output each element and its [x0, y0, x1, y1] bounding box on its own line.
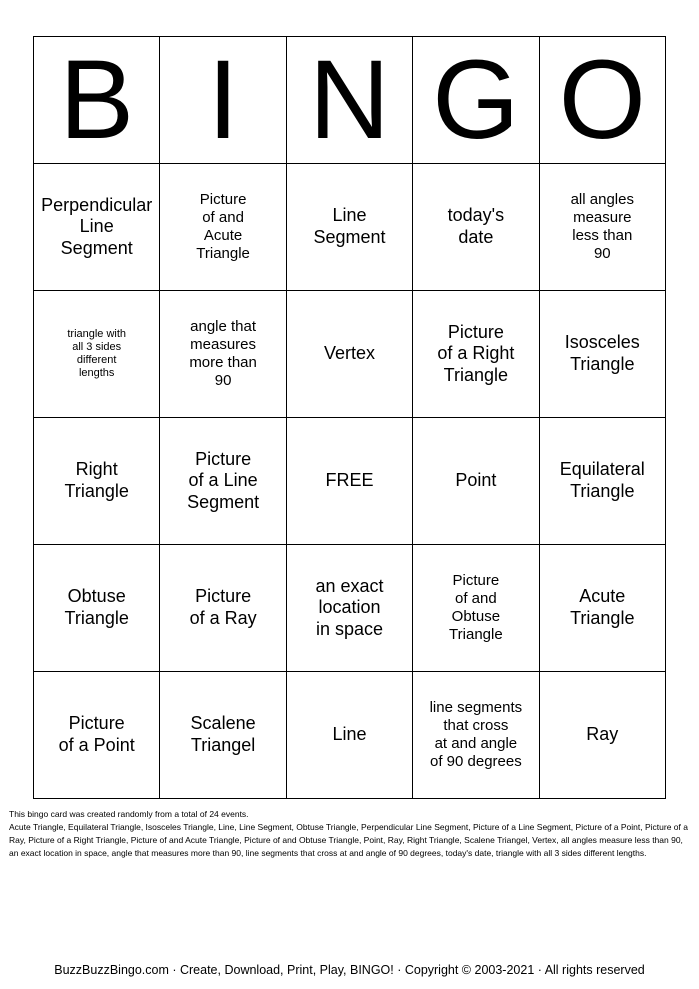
header-letter-i: I: [160, 37, 286, 164]
free-space-cell: FREE: [286, 418, 412, 545]
bingo-cell: Acute Triangle: [539, 545, 665, 672]
bingo-cell: Point: [413, 418, 539, 545]
bingo-cell: today's date: [413, 164, 539, 291]
bingo-cell: Scalene Triangel: [160, 672, 286, 799]
bingo-cell: Right Triangle: [34, 418, 160, 545]
bingo-cell: Ray: [539, 672, 665, 799]
bingo-cell: Picture of a Point: [34, 672, 160, 799]
bingo-row: [34, 672, 666, 799]
card-notes-event-list: Acute Triangle, Equilateral Triangle, Isosceles Triangle, Line, Line Segment, Obtuse Triangle, Perpendicular Line Segment, Picture of a Line Segment, Picture of a Point, Picture of a Ray, Picture of a Right Triangle, Picture of and Acute Triangle, Picture of and Obtuse Triangle, Point, Ray, Right Triangle, Scalene Triangel, Vertex, all angles measure less than 90, an exact location in space, angle that measures more than 90, line segments that cross at and angle of 90 degrees, today's date, triangle with all 3 sides different lengths.: [9, 822, 688, 858]
bingo-row: [34, 164, 666, 291]
header-letter-b: B: [34, 37, 160, 164]
header-letter-o: O: [539, 37, 665, 164]
bingo-cell: Equilateral Triangle: [539, 418, 665, 545]
bingo-cell: line segments that cross at and angle of 90 degrees: [413, 672, 539, 799]
bingo-row: [34, 545, 666, 672]
page-footer: BuzzBuzzBingo.com · Create, Download, Print, Play, BINGO! · Copyright © 2003-2021 · All rights reserved: [54, 963, 645, 977]
bingo-cell: angle that measures more than 90: [160, 291, 286, 418]
bingo-cell: Picture of a Ray: [160, 545, 286, 672]
bingo-cell: Line: [286, 672, 412, 799]
bingo-cell: triangle with all 3 sides different lengths: [34, 291, 160, 418]
bingo-cell: Vertex: [286, 291, 412, 418]
bingo-cell: Picture of and Acute Triangle: [160, 164, 286, 291]
bingo-cell: Perpendicular Line Segment: [34, 164, 160, 291]
header-letter-n: N: [286, 37, 412, 164]
bingo-cell: Obtuse Triangle: [34, 545, 160, 672]
bingo-cell: Line Segment: [286, 164, 412, 291]
bingo-row: [34, 418, 666, 545]
header-letter-g: G: [413, 37, 539, 164]
bingo-cell: Picture of a Right Triangle: [413, 291, 539, 418]
bingo-cell: all angles measure less than 90: [539, 164, 665, 291]
card-notes: [9, 808, 693, 860]
bingo-cell: an exact location in space: [286, 545, 412, 672]
bingo-card: [33, 36, 666, 799]
bingo-cell: Isosceles Triangle: [539, 291, 665, 418]
bingo-header-row: [34, 37, 666, 164]
card-notes-summary: This bingo card was created randomly from a total of 24 events.: [9, 809, 249, 819]
bingo-row: [34, 291, 666, 418]
bingo-cell: Picture of a Line Segment: [160, 418, 286, 545]
bingo-cell: Picture of and Obtuse Triangle: [413, 545, 539, 672]
